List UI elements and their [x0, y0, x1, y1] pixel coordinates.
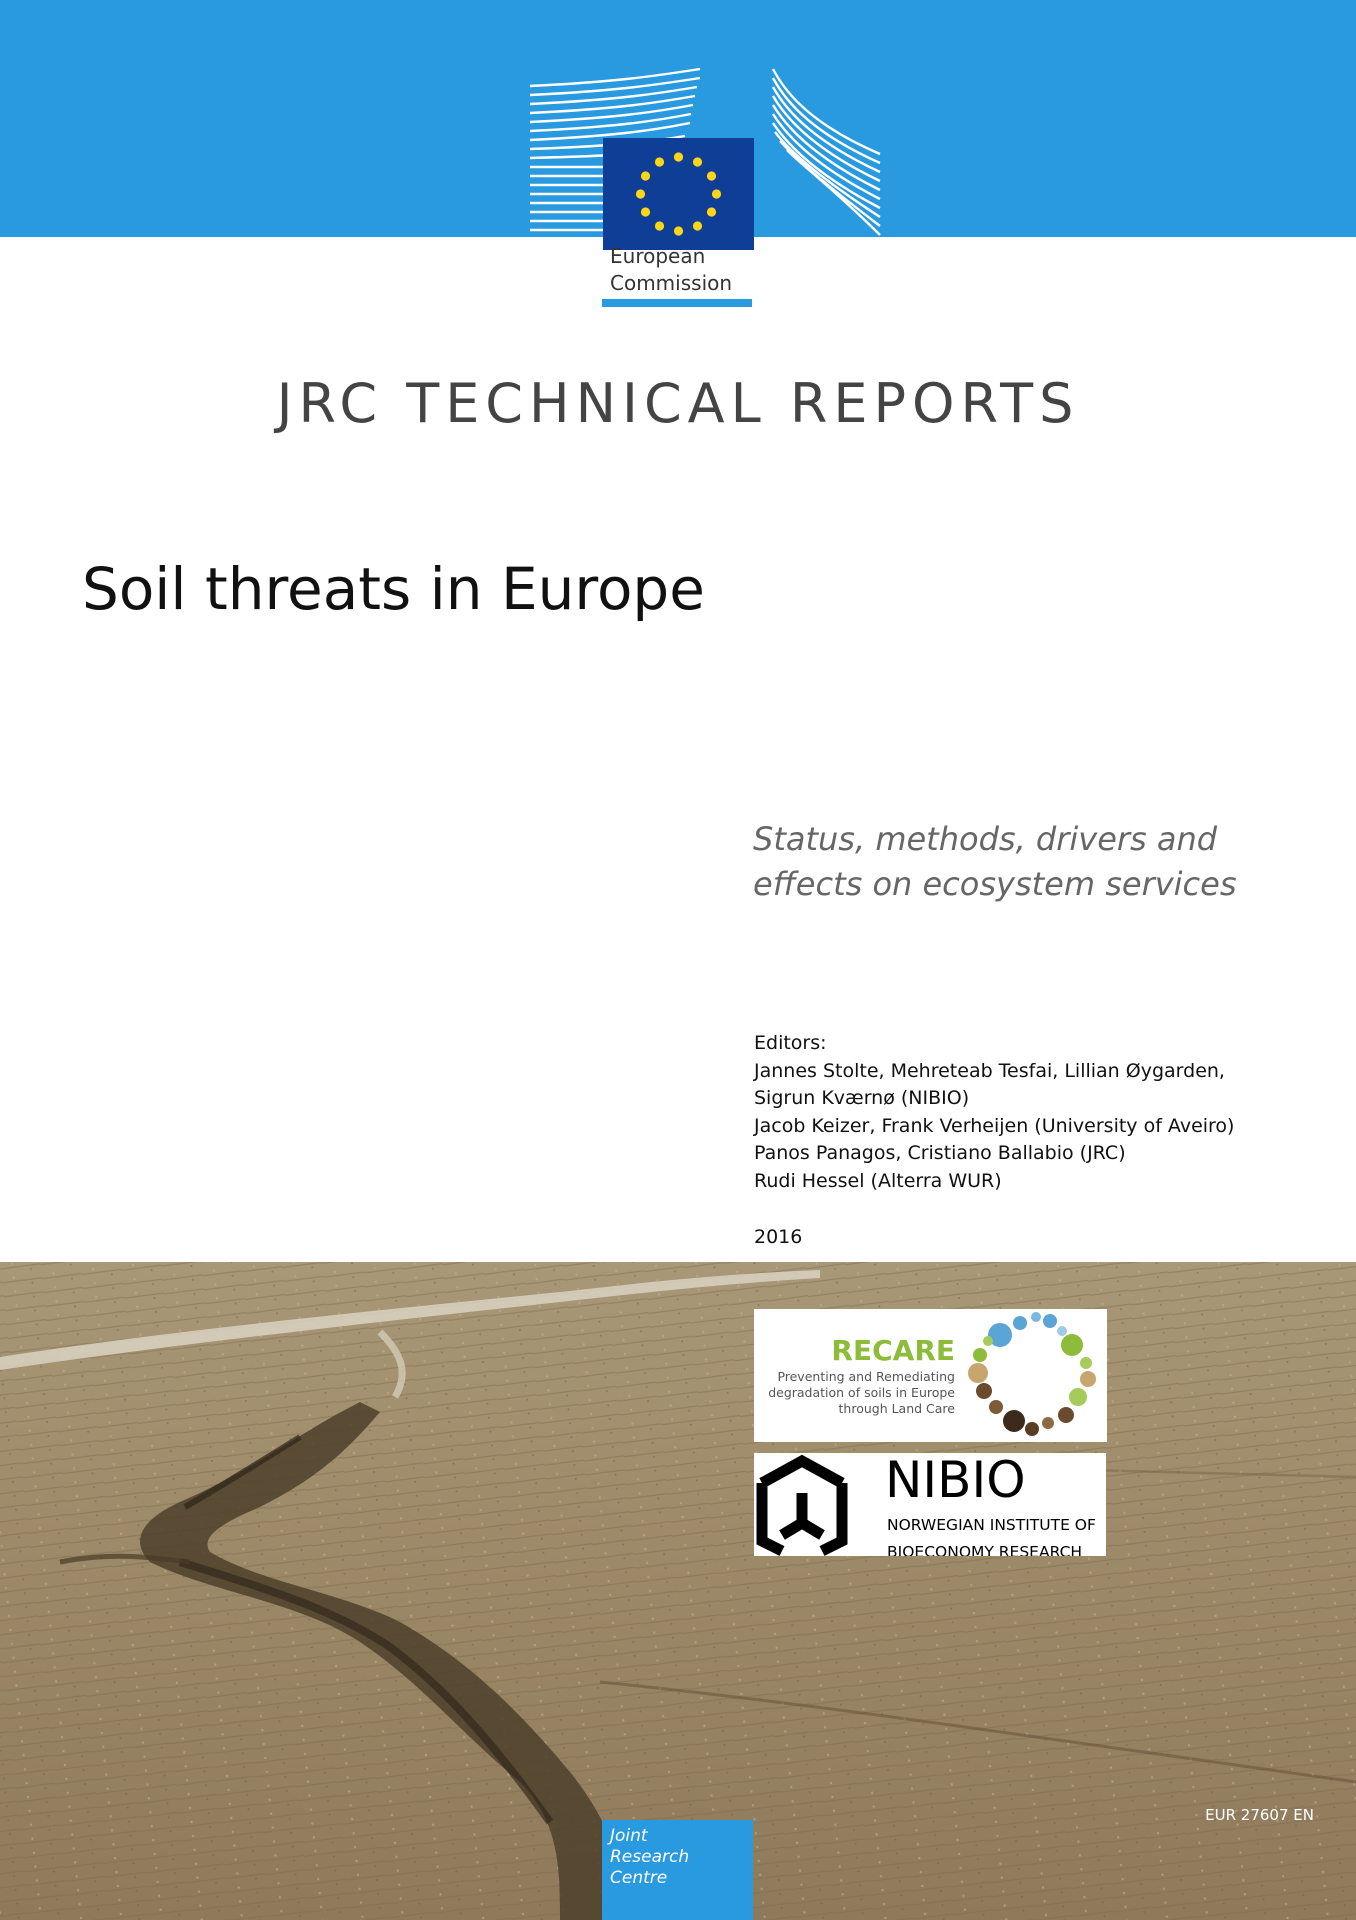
recare-logo [754, 1309, 1107, 1442]
subtitle [753, 817, 1313, 907]
recare-tagline [768, 1369, 955, 1417]
nibio-name: NIBIO [885, 1453, 1026, 1509]
recare-tagline-line: degradation of soils in Europe [768, 1385, 955, 1400]
nibio-full-name-line: NORWEGIAN INSTITUTE OF [887, 1516, 1096, 1534]
logo-line-2: Commission [610, 271, 733, 295]
subtitle-line-2: effects on ecosystem services [753, 865, 1237, 903]
jrc-line: Joint [610, 1826, 648, 1846]
recare-dots-icon [962, 1311, 1102, 1441]
logo-line-1: European [610, 244, 706, 268]
report-number: EUR 27607 EN [1205, 1806, 1314, 1824]
european-commission-wordmark [610, 243, 732, 297]
jrc-line: Centre [610, 1868, 668, 1888]
recare-name: RECARE [831, 1334, 955, 1367]
editors-block [754, 1030, 1334, 1195]
editor-line: Jannes Stolte, Mehreteab Tesfai, Lillian Øygarden, [754, 1059, 1225, 1082]
subtitle-line-1: Status, methods, drivers and [753, 820, 1218, 858]
series-title: JRC TECHNICAL REPORTS [276, 372, 1080, 435]
jrc-badge-text [610, 1826, 689, 1889]
jrc-line: Research [610, 1847, 690, 1867]
editor-line: Rudi Hessel (Alterra WUR) [754, 1169, 1002, 1192]
publication-year: 2016 [754, 1226, 803, 1248]
nibio-logo [754, 1453, 1106, 1556]
main-title: Soil threats in Europe [82, 555, 705, 623]
recare-tagline-line: Preventing and Remediating [777, 1369, 955, 1384]
nibio-full-name [887, 1512, 1096, 1556]
editor-line: Sigrun Kværnø (NIBIO) [754, 1087, 970, 1109]
editor-line: Panos Panagos, Cristiano Ballabio (JRC) [754, 1142, 1126, 1164]
nibio-mark-icon [754, 1453, 850, 1556]
logo-underline [602, 299, 752, 307]
editor-line: Jacob Keizer, Frank Verheijen (University of Aveiro) [754, 1114, 1235, 1137]
recare-tagline-line: through Land Care [838, 1401, 955, 1416]
nibio-full-name-line: BIOECONOMY RESEARCH [887, 1543, 1083, 1556]
editors-label: Editors: [754, 1032, 827, 1054]
